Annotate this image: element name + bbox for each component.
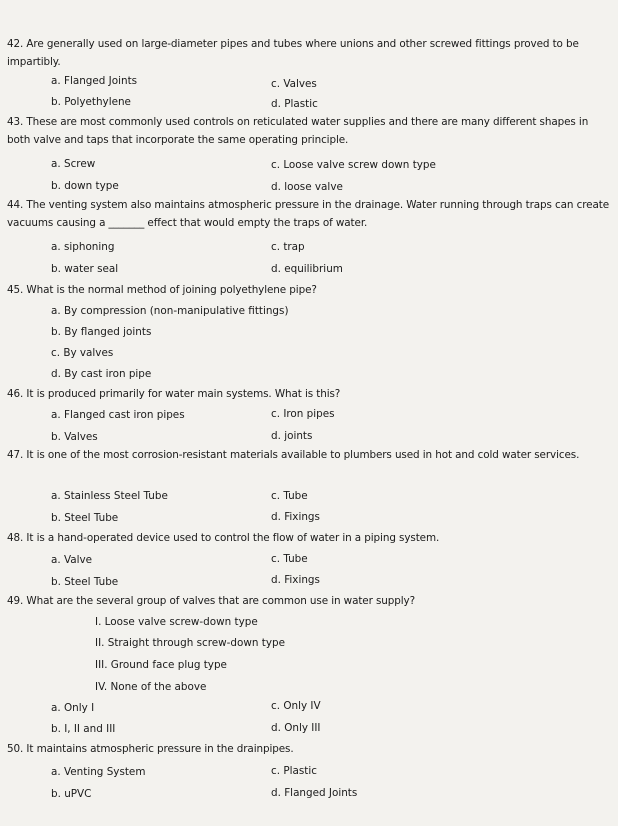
q45-option-a: a. By compression (non-manipulative fittings) [51,305,289,317]
q43-option-d: d. loose valve [271,181,343,193]
question-47: 47. It is one of the most corrosion-resistant materials available to plumbers used in hot and cold water services. [7,449,580,461]
q45-option-b: b. By flanged joints [51,326,152,338]
q45-option-c: c. By valves [51,347,114,359]
q48-option-c: c. Tube [271,553,308,565]
q48-option-d: d. Fixings [271,574,320,586]
question-49: 49. What are the several group of valves that are common use in water supply? [7,595,416,607]
q44-option-d: d. equilibrium [271,263,343,275]
question-46: 46. It is produced primarily for water main systems. What is this? [7,388,341,400]
q50-option-a: a. Venting System [51,766,146,778]
question-42: 42. Are generally used on large-diameter pipes and tubes where unions and other screwed fittings proved to be impartibly. [7,38,579,68]
q46-option-b: b. Valves [51,431,98,443]
q43-option-a: a. Screw [51,158,96,170]
q42-option-c: c. Valves [271,78,317,90]
question-43: 43. These are most commonly used controls on reticulated water supplies and there are many different shapes in both valve and taps that incorporate the same operating principle. [7,116,589,146]
question-44: 44. The venting system also maintains atmospheric pressure in the drainage. Water running through traps can create vacuums causing a _______ effect that would empty the traps of water. [7,199,610,229]
q47-option-b: b. Steel Tube [51,512,119,524]
q42-option-d: d. Plastic [271,98,318,110]
q49-option-d: d. Only III [271,722,321,734]
q46-option-d: d. joints [271,430,313,442]
q47-option-d: d. Fixings [271,511,320,523]
question-45: 45. What is the normal method of joining polyethylene pipe? [7,284,317,296]
q42-option-b: b. Polyethylene [51,96,131,108]
q44-option-b: b. water seal [51,263,119,275]
q49-option-b: b. I, II and III [51,723,116,735]
q43-option-c: c. Loose valve screw down type [271,159,436,171]
q49-statement-2: II. Straight through screw-down type [95,637,285,649]
q49-statement-3: III. Ground face plug type [95,659,227,671]
q49-statement-1: I. Loose valve screw-down type [95,616,258,628]
q49-option-a: a. Only I [51,702,95,714]
q50-option-b: b. uPVC [51,788,92,800]
q46-option-c: c. Iron pipes [271,408,335,420]
q48-option-a: a. Valve [51,554,93,566]
q49-option-c: c. Only IV [271,700,321,712]
q45-option-d: d. By cast iron pipe [51,368,152,380]
q44-option-a: a. siphoning [51,241,115,253]
q44-option-c: c. trap [271,241,305,253]
q50-option-c: c. Plastic [271,765,317,777]
q47-option-c: c. Tube [271,490,308,502]
question-50: 50. It maintains atmospheric pressure in the drainpipes. [7,743,294,755]
q47-option-a: a. Stainless Steel Tube [51,490,168,502]
question-48: 48. It is a hand-operated device used to control the flow of water in a piping system. [7,532,440,544]
q49-statement-4: IV. None of the above [95,681,207,693]
q42-option-a: a. Flanged Joints [51,75,138,87]
q46-option-a: a. Flanged cast iron pipes [51,409,185,421]
q50-option-d: d. Flanged Joints [271,787,358,799]
q48-option-b: b. Steel Tube [51,576,119,588]
q43-option-b: b. down type [51,180,119,192]
